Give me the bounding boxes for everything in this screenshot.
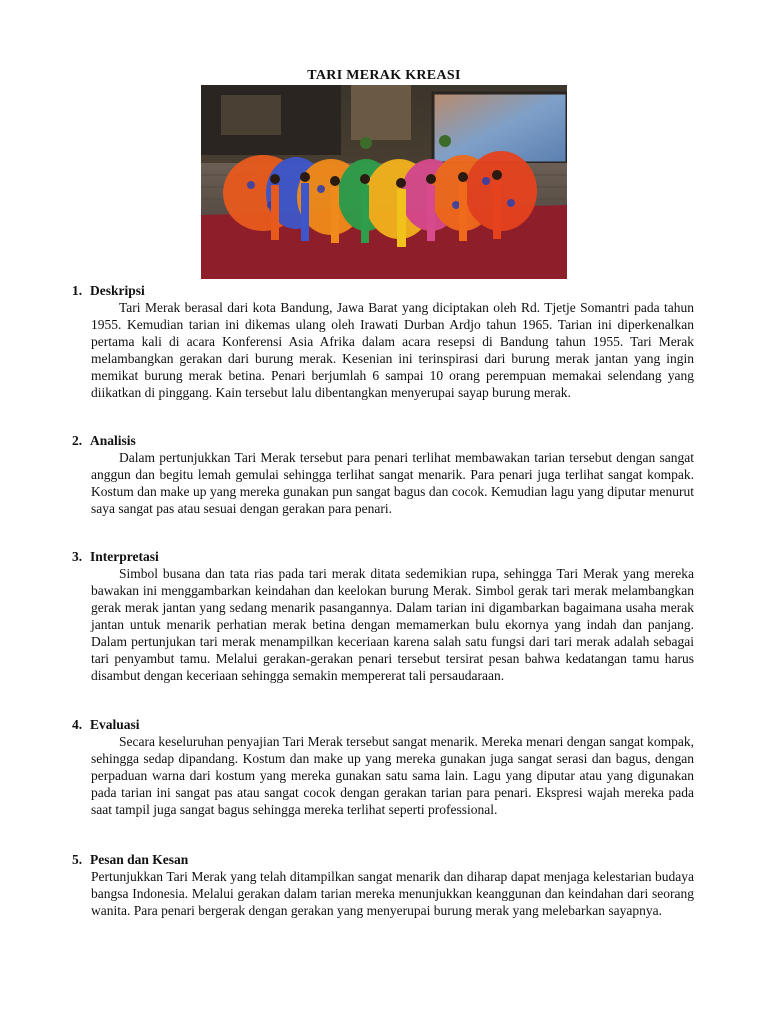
section-body: Secara keseluruhan penyajian Tari Merak tersebut sangat menarik. Mereka menari dengan sangat kompak, sehingga sedap dipandang. Kostum dan make up yang mereka gunakan juga sangat serasi dan bagus, dengan perpaduan warna dari kostum yang mereka gunakan satu sama lain. Lagu yang diputar atau yang digunakan pada tarian ini sangat pas atau sangat cocok dengan gerakan tarian para penari. Ekspresi wajah mereka pada saat tampil juga sangat bagus sehingga mereka terlihat seperti professional. xyxy=(91,734,694,817)
section-heading xyxy=(72,282,694,299)
section-pesan-dan-kesan xyxy=(72,851,694,919)
section-body: Tari Merak berasal dari kota Bandung, Jawa Barat yang diciptakan oleh Rd. Tjetje Somantri pada tahun 1955. Kemudian tarian ini dikemas ulang oleh Irawati Durban Ardjo tahun 1965. Tarian ini diperkenalkan pertama kali di acara Konferensi Asia Afrika dalam acara resepsi di Bandung tahun 1955. Tari Merak melambangkan gerakan dari burung merak. Kesenian ini terinspirasi dari burung merak jantan yang ingin memikat burung merak betina. Penari berjumlah 6 sampai 10 orang perempuan memakai selendang yang diikatkan di pinggang. Kain tersebut lalu dibentangkan menyerupai sayap burung merak. xyxy=(91,300,694,400)
section-heading xyxy=(72,716,694,733)
section-title: Evaluasi xyxy=(90,717,140,732)
section-heading xyxy=(72,432,694,449)
section-number: 2. xyxy=(72,433,83,448)
peacock-dance-photo xyxy=(201,85,567,279)
document-title: TARI MERAK KREASI xyxy=(307,68,461,83)
section-deskripsi xyxy=(72,282,694,401)
section-heading xyxy=(72,548,694,565)
section-number: 3. xyxy=(72,549,83,564)
section-title: Interpretasi xyxy=(90,549,159,564)
section-body: Dalam pertunjukkan Tari Merak tersebut para penari terlihat membawakan tarian tersebut dengan sangat anggun dan begitu lemah gemulai sehingga terlihat sangat menarik. Para penari juga terlihat sangat kompak. Kostum dan make up yang mereka gunakan pun sangat bagus dan cocok. Kemudian lagu yang diputar menurut saya sangat pas atau sesuai dengan gerakan para penari. xyxy=(91,450,694,516)
section-title: Pesan dan Kesan xyxy=(90,852,189,867)
section-title: Analisis xyxy=(90,433,136,448)
section-analisis xyxy=(72,432,694,517)
section-body: Pertunjukkan Tari Merak yang telah ditampilkan sangat menarik dan diharap dapat menjaga kelestarian budaya bangsa Indonesia. Melalui gerakan dalam tarian mereka menunjukkan keanggunan dan keindahan dari seorang wanita. Para penari bergerak dengan gerakan yang menyerupai burung merak yang melebarkan sayapnya. xyxy=(91,869,694,918)
section-evaluasi xyxy=(72,716,694,818)
section-heading xyxy=(72,851,694,868)
section-title: Deskripsi xyxy=(90,283,145,298)
section-number: 4. xyxy=(72,717,83,732)
section-number: 5. xyxy=(72,852,83,867)
section-body: Simbol busana dan tata rias pada tari merak ditata sedemikian rupa, sehingga Tari Merak yang mereka bawakan ini menggambarkan keindahan dan keelokan burung Merak. Simbol gerak tari merak melambangkan gerak merak jantan yang sedang menarik pasangannya. Dalam tarian ini digambarkan bagaimana usaha merak jantan untuk menarik perhatian merak betina dengan memamerkan bulu ekornya yang indah dan panjang. Dalam pertunjukan tari merak menampilkan keceriaan karena salah satu fungsi dari tari merak adalah sebagai tari penyambut tamu. Melalui gerakan-gerakan penari tersebut tersirat pesan bahwa kedatangan tamu harus disambut dengan keceriaan sehingga semakin mempererat tali persaudaraan. xyxy=(91,566,694,683)
section-interpretasi xyxy=(72,548,694,684)
section-number: 1. xyxy=(72,283,83,298)
